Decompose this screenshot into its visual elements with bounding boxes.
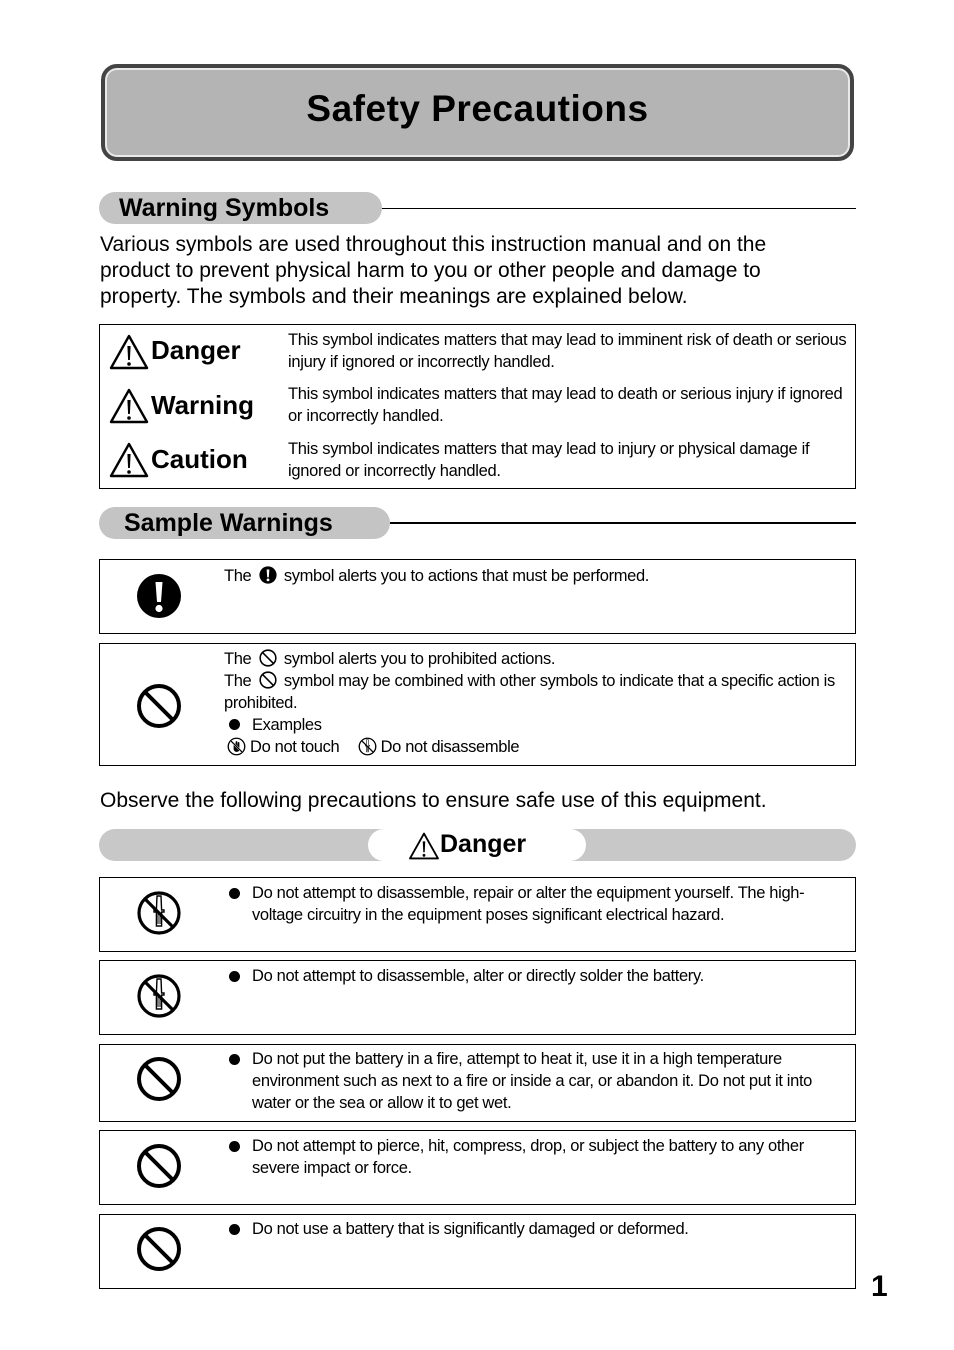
example-do-not-disassemble: Do not disassemble: [380, 738, 520, 756]
observe-paragraph: Observe the following precautions to ensure safe use of this equipment.: [100, 789, 767, 812]
symbol-desc-caution: This symbol indicates matters that may lead to injury or physical damage if ignored or incorrectly handled.: [288, 440, 810, 480]
prohibited-description: [224, 648, 849, 758]
bullet-icon: [229, 1054, 240, 1065]
symbol-label-caution: Caution: [151, 444, 248, 474]
prohibited-inline-icon: [259, 671, 277, 689]
bullet-icon: [229, 888, 240, 899]
prohibited-text-2: symbol may be combined with other symbols to indicate that a specific action is prohibited.: [224, 672, 835, 712]
prohibited-inline-icon: [259, 649, 277, 667]
danger-warning-icon: [408, 832, 440, 860]
danger-item-text: Do not use a battery that is significantly damaged or deformed.: [252, 1220, 689, 1238]
section-rule: [382, 208, 856, 209]
no-disassemble-icon: [136, 973, 182, 1019]
mandatory-inline-icon: [259, 566, 277, 584]
text-the: The: [224, 567, 252, 585]
no-disassemble-icon: [358, 737, 377, 756]
danger-item-text: Do not put the battery in a fire, attempt to heat it, use it in a high temperature environment such as next to a fire or inside a car, or abandon it. Do not put it into water or the sea or allow it to get wet.: [252, 1050, 813, 1112]
example-do-not-touch: Do not touch: [250, 738, 340, 756]
examples-line: [224, 714, 849, 736]
prohibited-line-2: [224, 670, 849, 714]
bullet-icon: [229, 971, 240, 982]
bullet-icon: [229, 1141, 240, 1152]
caution-warning-icon: [109, 442, 149, 478]
prohibited-icon: [136, 1226, 182, 1272]
section-heading-sample-warnings: Sample Warnings: [99, 507, 390, 539]
warning-warning-icon: [109, 388, 149, 424]
bullet-icon: [229, 1224, 240, 1235]
prohibited-line-1: [224, 648, 849, 670]
text-the: The: [224, 650, 252, 668]
danger-item-text: Do not attempt to disassemble, alter or directly solder the battery.: [252, 967, 704, 985]
intro-paragraph: Various symbols are used throughout this instruction manual and on the product to prevent physical harm to you or other people and damage to property. The symbols and their meanings are explained below.: [100, 233, 767, 308]
symbol-desc-warning: This symbol indicates matters that may lead to death or serious injury if ignored or incorrectly handled.: [288, 385, 843, 425]
no-touch-icon: [227, 737, 246, 756]
prohibited-icon: [136, 1056, 182, 1102]
mandatory-description: [224, 565, 844, 587]
danger-item-text: Do not attempt to pierce, hit, compress, drop, or subject the battery to any other severe impact or force.: [252, 1137, 804, 1177]
examples-icons-line: [224, 736, 849, 758]
prohibited-text-1: symbol alerts you to prohibited actions.: [283, 650, 556, 668]
mandatory-text: symbol alerts you to actions that must be performed.: [283, 567, 650, 585]
page-title: Safety Precautions: [306, 88, 649, 129]
page-number: 1: [871, 1270, 888, 1303]
section-heading-warning-symbols: Warning Symbols: [99, 192, 382, 224]
danger-item-text: Do not attempt to disassemble, repair or alter the equipment yourself. The high-voltage circuitry in the equipment poses significant electrical hazard.: [252, 884, 805, 924]
prohibited-action-icon: [136, 683, 182, 729]
no-disassemble-icon: [136, 890, 182, 936]
symbol-label-warning: Warning: [151, 390, 255, 420]
danger-warning-icon: [109, 334, 149, 370]
danger-section-label: Danger: [440, 830, 527, 858]
prohibited-icon: [136, 1143, 182, 1189]
section-rule: [390, 522, 856, 524]
symbol-label-danger: Danger: [151, 335, 241, 365]
examples-label: Examples: [252, 716, 322, 734]
symbol-desc-danger: This symbol indicates matters that may lead to imminent risk of death or serious injury if ignored or incorrectly handled.: [288, 331, 847, 371]
bullet-icon: [229, 719, 240, 730]
mandatory-action-icon: [136, 573, 182, 619]
text-the: The: [224, 672, 252, 690]
